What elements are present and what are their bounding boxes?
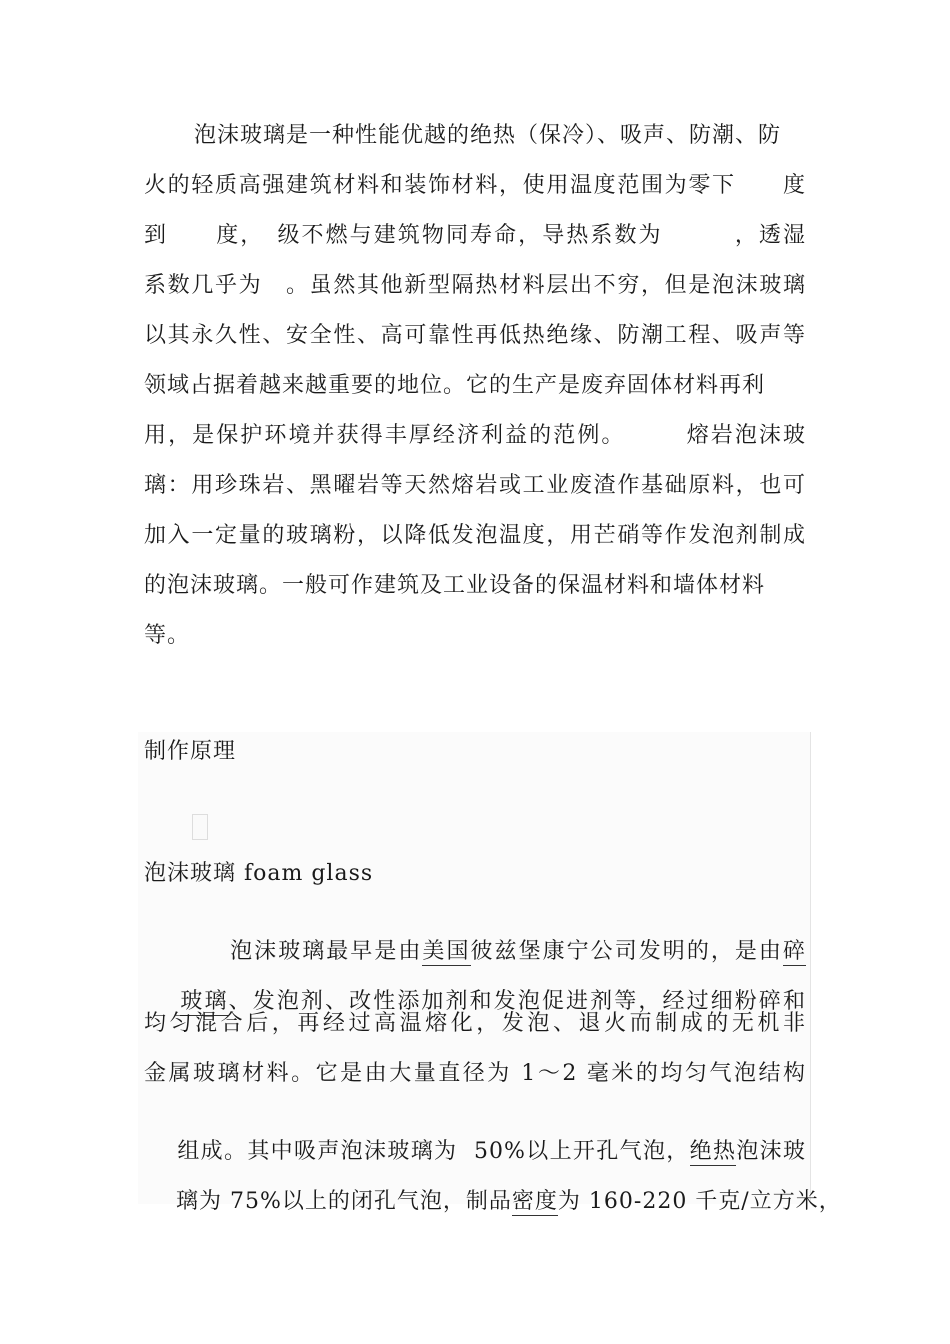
intro-line: 领域占据着越来越重要的地位。它的生产是废弃固体材料再利 <box>144 373 766 398</box>
link-glass[interactable]: 玻璃 <box>180 989 229 1014</box>
link-density[interactable]: 密度 <box>511 1189 558 1214</box>
body-text: 组成。其中吸声泡沫玻璃为 50%以上开孔气泡， <box>177 1139 690 1164</box>
section-heading: 制作原理 <box>144 739 237 764</box>
link-broken-glass[interactable]: 碎 <box>782 939 806 964</box>
body-text: 为 160-220 千克/立方米， <box>557 1189 842 1214</box>
intro-line: 到 度， 级不燃与建筑物同寿命，导热系数为 ，透湿 <box>144 223 806 248</box>
broken-image-icon <box>192 814 208 840</box>
intro-line: 等。 <box>144 623 191 648</box>
intro-line: 加入一定量的玻璃粉，以降低发泡温度，用芒硝等作发泡剂制成 <box>144 523 806 548</box>
body-line: 金属玻璃材料。它是由大量直径为 1～2 毫米的均匀气泡结构 <box>144 1061 806 1086</box>
body-text: 泡沫玻 <box>736 1139 806 1164</box>
intro-line: 火的轻质高强建筑材料和装饰材料，使用温度范围为零下 度 <box>144 173 806 198</box>
body-text: 璃为 75%以上的闭孔气泡，制品 <box>175 1189 512 1214</box>
body-line <box>144 1160 842 1244</box>
intro-line: 用，是保护环境并获得丰厚经济利益的范例。 熔岩泡沫玻 <box>144 423 806 448</box>
intro-line: 系数几乎为 。虽然其他新型隔热材料层出不穷，但是泡沫玻璃 <box>144 273 806 298</box>
body-text: 、发泡剂、改性添加剂和发泡促进剂等，经过细粉碎和 <box>228 989 806 1014</box>
body-text: 彼兹堡康宁公司发明的，是由 <box>470 939 783 964</box>
intro-line: 的泡沫玻璃。一般可作建筑及工业设备的保温材料和墙体材料 <box>144 573 766 598</box>
intro-line: 泡沫玻璃是一种性能优越的绝热（保冷）、吸声、防潮、防 <box>194 123 782 148</box>
section-subtitle: 泡沫玻璃 foam glass <box>144 861 374 886</box>
intro-line: 璃：用珍珠岩、黑曜岩等天然熔岩或工业废渣作基础原料，也可 <box>144 473 806 498</box>
body-line: 均匀混合后，再经过高温熔化，发泡、退火而制成的无机非 <box>144 1011 806 1036</box>
body-text: 泡沫玻璃最早是由 <box>230 939 423 964</box>
link-united-states[interactable]: 美国 <box>422 939 471 964</box>
intro-line: 以其永久性、安全性、高可靠性再低热绝缘、防潮工程、吸声等 <box>144 323 806 348</box>
link-thermal-insulation[interactable]: 绝热 <box>689 1139 737 1164</box>
